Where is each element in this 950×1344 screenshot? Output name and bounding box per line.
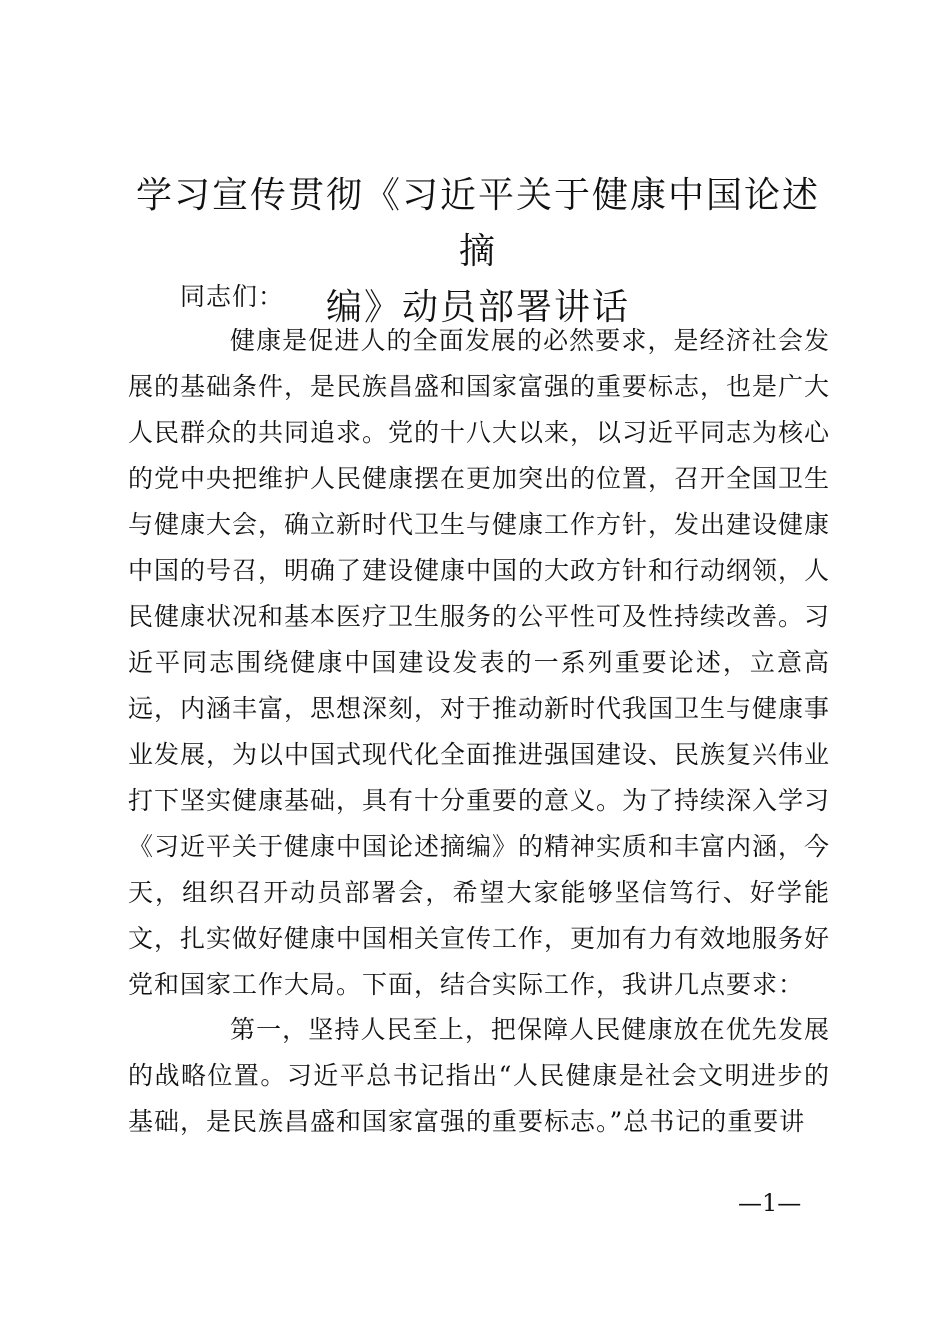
- paragraph-first-point: 第一，坚持人民至上，把保障人民健康放在优先发展的战略位置。习近平总书记指出“人民健康是社会文明进步的基础，是民族昌盛和国家富强的重要标志。”总书记的重要讲: [128, 1015, 830, 1136]
- title-line-2: 编》动员部署讲话: [325, 287, 630, 328]
- page-number: —1—: [738, 1189, 802, 1217]
- title-line-1: 学习宣传贯彻《习近平关于健康中国论述摘: [135, 175, 820, 272]
- salutation: 同志们：: [180, 282, 285, 311]
- paragraph-intro: 健康是促进人的全面发展的必然要求，是经济社会发展的基础条件，是民族昌盛和国家富强的重要标志，也是广大人民群众的共同追求。党的十八大以来，以习近平同志为核心的党中央把维护人民健康摆在更加突出的位置，召开全国卫生与健康大会，确立新时代卫生与健康工作方针，发出建设健康中国的号召，明确了建设健康中国的大政方针和行动纲领，人民健康状况和基本医疗卫生服务的公平性可及性持续改善。习近平同志围绕健康中国建设发表的一系列重要论述，立意高远，内涵丰富，思想深刻，对于推动新时代我国卫生与健康事业发展，为以中国式现代化全面推进强国建设、民族复兴伟业打下坚实健康基础，具有十分重要的意义。为了持续深入学习《习近平关于健康中国论述摘编》的精神实质和丰富内涵，今天，组织召开动员部署会，希望大家能够坚信笃行、好学能文，扎实做好健康中国相关宣传工作，更加有力有效地服务好党和国家工作大局。下面，结合实际工作，我讲几点要求：: [128, 326, 831, 999]
